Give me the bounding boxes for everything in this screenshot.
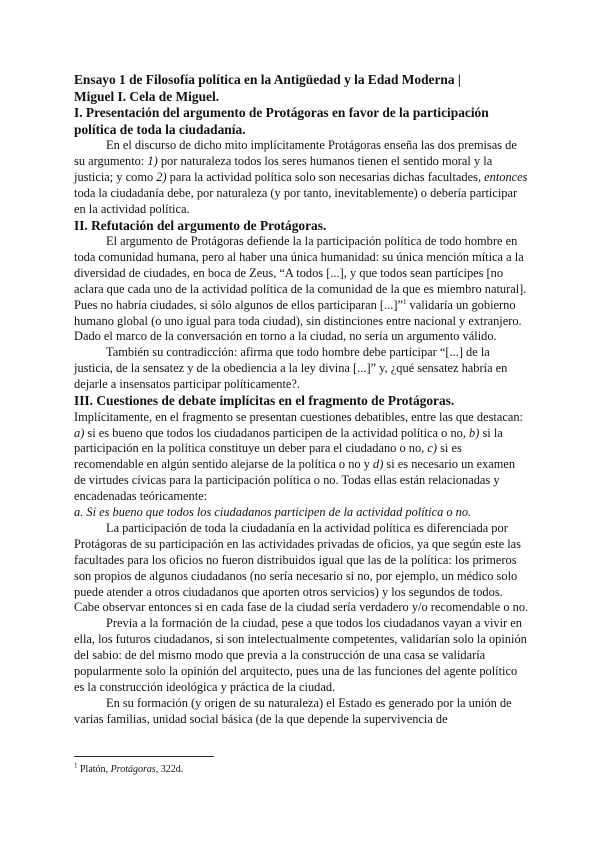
text-run-italic: d) [373,457,384,472]
text-run-italic: 1) [147,153,158,168]
text-run: si la participación en la política constituye un deber para el ciudadano o no, [74,425,503,456]
essay-title [74,72,529,105]
text-run-italic: c) [427,441,437,456]
footnote-reference[interactable]: 1 [402,297,407,306]
section-3-paragraph-3: Previa a la formación de la ciudad, pese a que todos los ciudadanos vayan a vivir en ella, los futuros ciudadanos, si son intelectualmente competentes, validarían solo la opinión del sabio: de del mismo modo que previa a la construcción de una casa se validaría popularmente solo la opinión del arquitecto, pues una de las funciones del agente político es la construcción ideológica y práctica de la ciudad. [74,616,527,694]
section-3-paragraph-4: En su formación (y origen de su naturaleza) el Estado es generado por la unión de varias familias, unidad social básica (de la que depende la supervivencia de [74,695,512,726]
text-run: Implícitamente, en el fragmento se presentan cuestiones debatibles, entre las que destacan: [74,409,523,424]
footnote-work-title: Protágoras [110,764,156,775]
section-2-paragraph-1 [74,234,529,329]
subsection-a-heading [74,505,529,521]
text-run-italic: a) [74,425,85,440]
section-1-heading: I. Presentación del argumento de Protágoras en favor de la participación política de toda la ciudadanía. [74,105,489,137]
text-run: si es necesario un examen de virtudes cívicas para la participación política o no. Todas ellas están relacionadas y encadenadas teóricamente: [74,457,516,504]
subsection-a-text: a. Si es bueno que todos los ciudadanos participen de la actividad política o no. [74,505,472,520]
footnote-divider [74,756,214,757]
section-1-paragraph [74,138,529,218]
text-run-italic: entonces [484,169,528,184]
text-run: validaría un gobierno humano global (o uno igual para toda ciudad), sin distinciones entre nacional y extranjero. [74,297,522,328]
section-2-paragraph-2: Dado el marco de la conversación en torno a la ciudad, no sería un argumento válido. [74,329,497,344]
section-3-paragraph-2: La participación de toda la ciudadanía en la actividad política es diferenciada por Protágoras de su participación en las actividades privadas de oficios, ya que según este las facultades para los oficios no fueron distribuidos igual que las de la política: los primeros son propios de algunos ciudadanos (no sería necesario si no, por ejemplo, un médico solo puede atender a otros ciudadanos que aporten otros servicios) y los segundos de todos. Cabe observar entonces si en cada fase de la ciudad sería verdadero y/o recomendable o no. [74,520,529,615]
text-run-italic: b) [469,425,480,440]
section-3-heading: III. Cuestiones de debate implícitas en el fragmento de Protágoras. [74,393,455,409]
footnote [74,761,184,776]
footnote-text: , 322d. [155,764,184,775]
text-run: si es recomendable en algún sentido alejarse de la política o no y [74,441,462,472]
essay-title-line-2: Miguel I. Cela de Miguel. [74,88,220,104]
footnote-number: 1 [74,761,78,770]
text-run: El argumento de Protágoras defiende la la participación política de todo hombre en toda comunidad humana, pero al haber una única humanidad: su única mención mítica a la diversidad de ciudades, en boca de Zeus, “A todos [...], y que todos sean partícipes [no aclara que cada uno de la actividad política de la comunidad de la que es miembro natural]. Pues no habría ciudades, si sólo algunos de ellos participaran [...]” [74,234,527,312]
section-3-paragraph-1 [74,410,529,505]
text-run: toda la ciudadanía debe, por naturaleza (y por tanto, inevitablemente) o debería participar en la actividad política. [74,185,518,216]
document-body [74,72,529,728]
essay-title-line-1: Ensayo 1 de Filosofía política en la Antigüedad y la Edad Moderna | [74,72,461,87]
text-run: para la actividad política solo son necesarias dichas facultades, [166,169,485,184]
section-2-paragraph-3: También su contradicción: afirma que todo hombre debe participar “[...] de la justicia, de la sensatez y de la obediencia a la ley divina [...]” y, ¿qué sensatez habría en dejarle a insensatos participar políticamente?. [74,345,508,392]
section-2-heading: II. Refutación del argumento de Protágoras. [74,217,327,233]
text-run: En el discurso de dicho mito implícitamente Protágoras enseña las dos premisas de su argumento: [74,138,517,168]
text-run: si es bueno que todos los ciudadanos participen de la actividad política o no, [84,425,470,440]
footnote-text: Platón, [77,764,111,775]
text-run-italic: 2) [156,169,167,184]
text-run: por naturaleza todos los seres humanos tienen el sentido moral y la justicia; y como [74,153,493,184]
